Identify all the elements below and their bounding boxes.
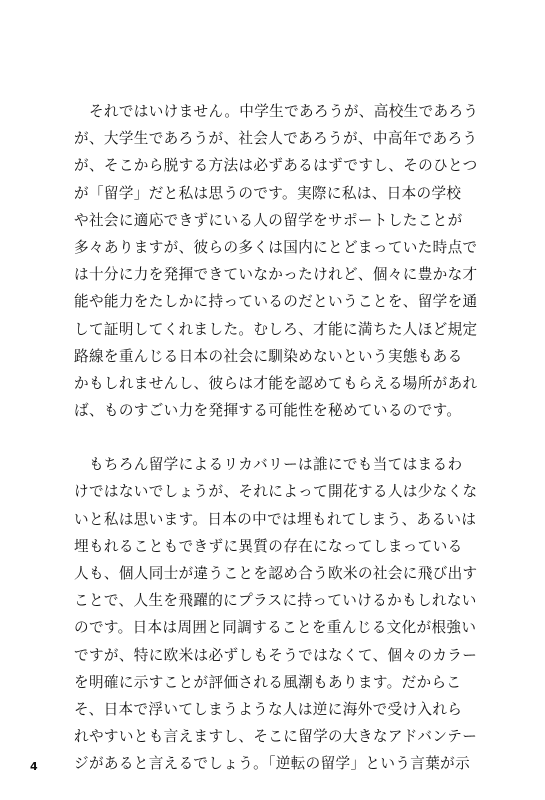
text-line: それではいけません。中学生であろうが、高校生であろう — [74, 103, 479, 120]
text-line: は十分に力を発揮できていなかったけれど、個々に豊かな才 — [74, 266, 478, 284]
text-line: して証明してくれました。むしろ、才能に満ちた人ほど規定 — [74, 320, 478, 338]
text-line: 能や能力をたしかに持っているのだということを、留学を通 — [74, 293, 478, 311]
text-line: のです。日本は周囲と同調することを重んじる文化が根強い — [74, 619, 477, 637]
paragraph-1 — [74, 98, 479, 424]
text-line: が、そこから脱する方法は必ずあるはずですし、そのひとつ — [74, 157, 478, 175]
text-line: 埋もれることもできずに異質の存在になってしまっている — [74, 537, 463, 555]
text-line: が「留学」だと私は思うのです。実際に私は、日本の学校 — [74, 184, 462, 202]
paragraph-2 — [74, 451, 478, 777]
text-line: いと私は思います。日本の中では埋もれてしまう、あるいは — [74, 510, 477, 528]
text-line: ば、ものすごい力を発揮する可能性を秘めているのです。 — [74, 402, 462, 420]
text-line: 多々ありますが、彼らの多くは国内にとどまっていた時点で — [74, 238, 478, 256]
text-line: かもしれませんし、彼らは才能を認めてもらえる場所があれ — [74, 374, 478, 392]
page-number: 4 — [30, 760, 38, 773]
text-line: 人も、個人同士が違うことを認め合う欧米の社会に飛び出す — [74, 565, 478, 582]
text-line: ジがあると言えるでしょう。「逆転の留学」という言葉が示 — [74, 755, 471, 773]
text-line: れやすいとも言えますし、そこに留学の大きなアドバンテー — [74, 728, 478, 746]
text-line: もちろん留学によるリカバリーは誰にでも当てはまるわ — [74, 456, 463, 474]
text-line: が、大学生であろうが、社会人であろうが、中高年であろう — [74, 130, 478, 148]
text-line: 路線を重んじる日本の社会に馴染めないという実態もある — [74, 347, 463, 365]
text-line: ことで、人生を飛躍的にプラスに持っていけるかもしれない — [74, 592, 477, 610]
text-line: ですが、特に欧米は必ずしもそうではなくて、個々のカラー — [74, 646, 478, 664]
text-line: そ、日本で浮いてしまうような人は逆に海外で受け入れら — [74, 700, 463, 718]
body-text — [74, 98, 479, 778]
text-line: けではないでしょうが、それによって開花する人は少なくな — [74, 483, 478, 501]
text-line: を明確に示すことが評価される風潮もあります。だからこ — [74, 673, 462, 691]
text-line: や社会に適応できずにいる人の留学をサポートしたことが — [74, 211, 463, 229]
